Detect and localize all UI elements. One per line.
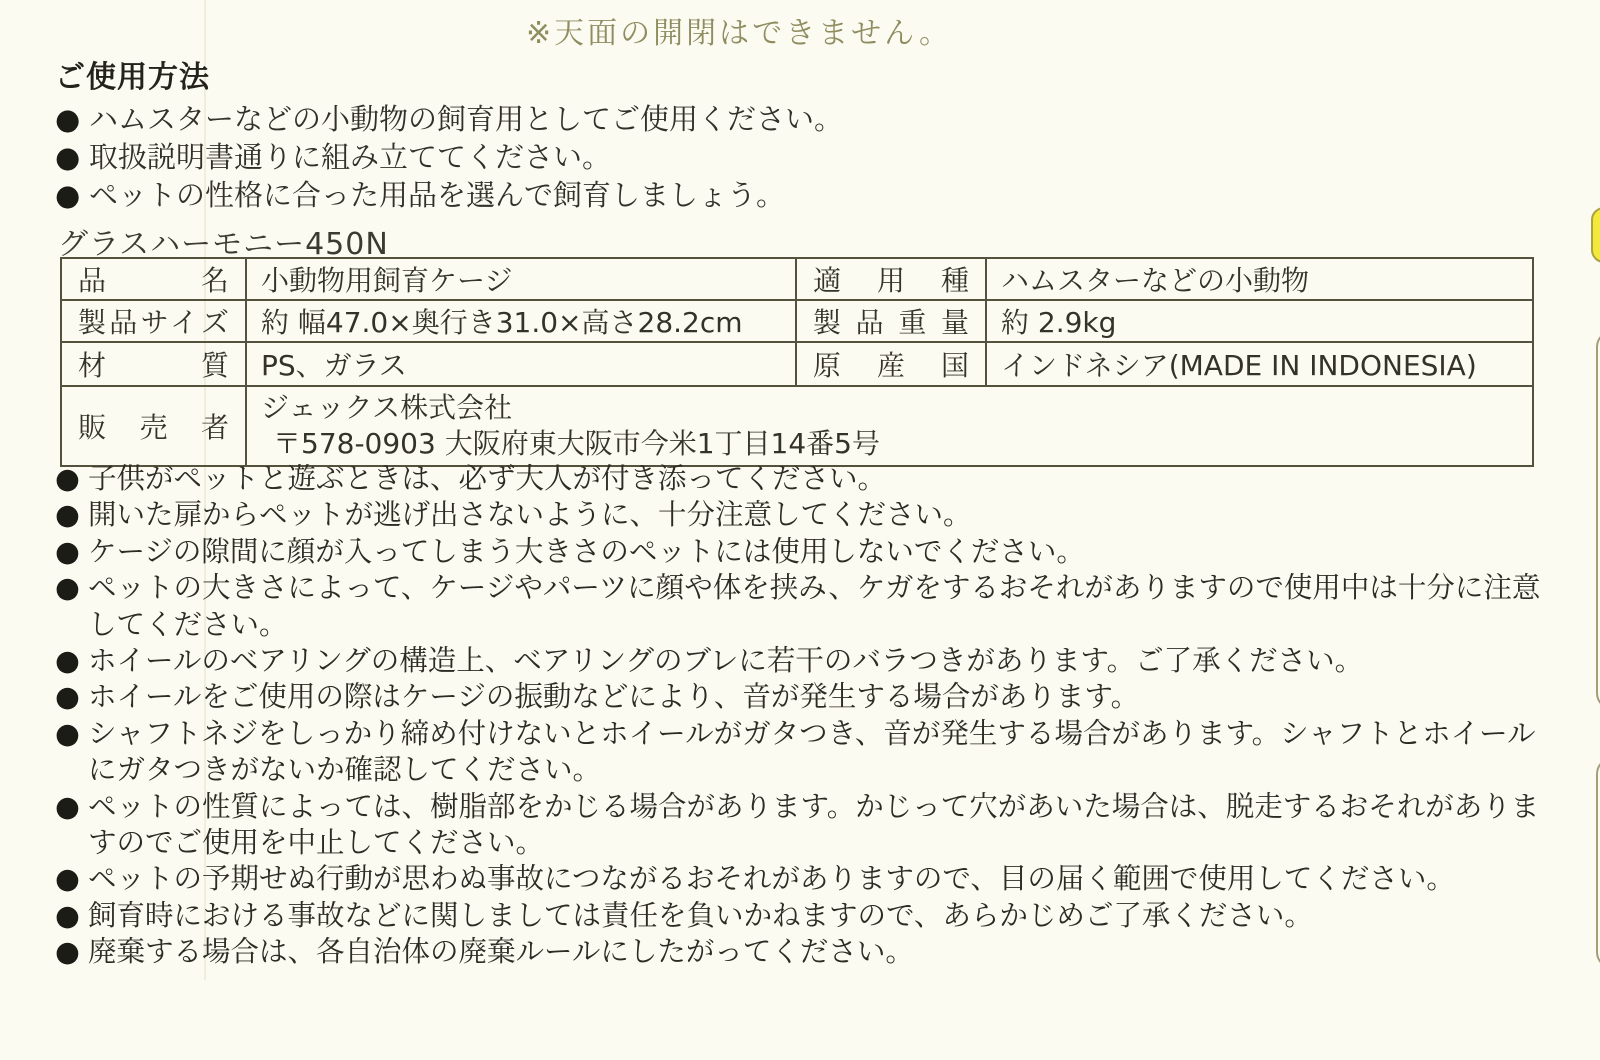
spec-label-size: 製品サイズ — [61, 300, 246, 342]
bullet-icon: ● — [55, 571, 80, 605]
top-note: ※天面の開閉はできません。 — [526, 16, 952, 51]
bullet-icon: ● — [55, 680, 80, 714]
warning-text: シャフトネジをしっかり締め付けないとホイールがガタつき、音が発生する場合があります。シャフトとホイールにガタつきがないか確認してください。 — [88, 716, 1536, 787]
spec-label-species: 適用種 — [796, 258, 986, 300]
spec-value-origin: インドネシア(MADE IN INDONESIA) — [986, 342, 1533, 386]
spec-table — [60, 257, 1534, 467]
warning-text: 廃棄する場合は、各自治体の廃棄ルールにしたがってください。 — [88, 935, 914, 969]
warning-item — [55, 643, 1557, 679]
spec-value-seller — [246, 386, 1533, 466]
spec-label-product-name: 品名 — [61, 258, 246, 300]
bullet-icon: ● — [55, 498, 80, 532]
bullet-icon: ● — [55, 178, 81, 212]
warning-text: ケージの隙間に顔が入ってしまう大きさのペットには使用しないでください。 — [88, 534, 1085, 568]
spec-value-size: 約 幅47.0×奥行き31.0×高さ28.2cm — [246, 300, 796, 342]
product-name: グラスハーモニー450N — [58, 227, 389, 262]
edge-outline-shape — [1596, 330, 1600, 710]
bullet-icon: ● — [55, 898, 80, 932]
table-row — [61, 258, 1533, 300]
spec-label-material: 材質 — [61, 342, 246, 386]
bullet-icon: ● — [55, 862, 80, 896]
warning-item — [55, 679, 1557, 715]
bullet-icon: ● — [55, 935, 80, 969]
spec-label-origin: 原産国 — [796, 342, 986, 386]
yellow-edge-tab — [1591, 207, 1600, 263]
bullet-icon: ● — [55, 462, 80, 495]
spec-label-seller: 販売者 — [61, 386, 246, 466]
warnings-list — [55, 461, 1557, 971]
spec-value-weight: 約 2.9kg — [986, 300, 1533, 342]
usage-item-text: 取扱説明書通りに組み立ててください。 — [89, 140, 612, 174]
seller-address: 〒578-0903 大阪府東大阪市今米1丁目14番5号 — [273, 427, 880, 460]
usage-section — [55, 52, 1535, 214]
warning-text: ペットの大きさによって、ケージやパーツに顔や体を挟み、ケガをするおそれがありますので使用中は十分に注意してください。 — [88, 571, 1541, 641]
usage-item-text: ハムスターなどの小動物の飼育用としてご使用ください。 — [89, 102, 844, 136]
spec-value-species: ハムスターなどの小動物 — [986, 258, 1533, 300]
warning-item — [55, 461, 1557, 497]
warning-text: ホイールをご使用の際はケージの振動などにより、音が発生する場合があります。 — [88, 680, 1140, 714]
spec-label-weight: 製品重量 — [796, 300, 986, 342]
warning-text: ホイールのベアリングの構造上、ベアリングのブレに若干のバラつきがあります。ご了承ください。 — [88, 644, 1364, 678]
warning-item — [55, 789, 1557, 862]
warning-text: 飼育時における事故などに関しましては責任を負いかねますので、あらかじめご了承ください。 — [88, 898, 1313, 932]
table-row — [61, 386, 1533, 466]
usage-section-title: ご使用方法 — [55, 60, 210, 95]
warning-item — [55, 570, 1557, 643]
bullet-icon: ● — [55, 140, 81, 174]
bullet-icon: ● — [55, 102, 81, 136]
seller-name: ジェックス株式会社 — [261, 391, 513, 424]
warning-item — [55, 497, 1557, 533]
warning-text: 子供がペットと遊ぶときは、必ず大人が付き添ってください。 — [88, 462, 887, 495]
bullet-icon: ● — [55, 534, 80, 568]
bullet-icon: ● — [55, 644, 80, 678]
warning-text: ペットの予期せぬ行動が思わぬ事故につながるおそれがありますので、目の届く範囲で使用してください。 — [88, 862, 1455, 896]
usage-item — [55, 176, 1535, 214]
warning-item — [55, 934, 1557, 970]
table-row — [61, 342, 1533, 386]
warning-text: ペットの性質によっては、樹脂部をかじる場合があります。かじって穴があいた場合は、脱走するおそれがありますのでご使用を中止してください。 — [88, 789, 1540, 860]
table-row — [61, 300, 1533, 342]
bullet-icon: ● — [55, 716, 80, 750]
bullet-icon: ● — [55, 789, 80, 823]
edge-outline-shape — [1596, 757, 1600, 969]
warning-item — [55, 534, 1557, 570]
warning-item — [55, 861, 1557, 897]
spec-value-material: PS、ガラス — [246, 342, 796, 386]
spec-value-product-name: 小動物用飼育ケージ — [246, 258, 796, 300]
warning-item — [55, 716, 1557, 789]
usage-item — [55, 100, 1535, 138]
warning-item — [55, 898, 1557, 934]
warning-text: 開いた扉からペットが逃げ出さないように、十分注意してください。 — [88, 498, 972, 532]
usage-item — [55, 138, 1535, 176]
usage-item-text: ペットの性格に合った用品を選んで飼育しましょう。 — [89, 178, 786, 212]
